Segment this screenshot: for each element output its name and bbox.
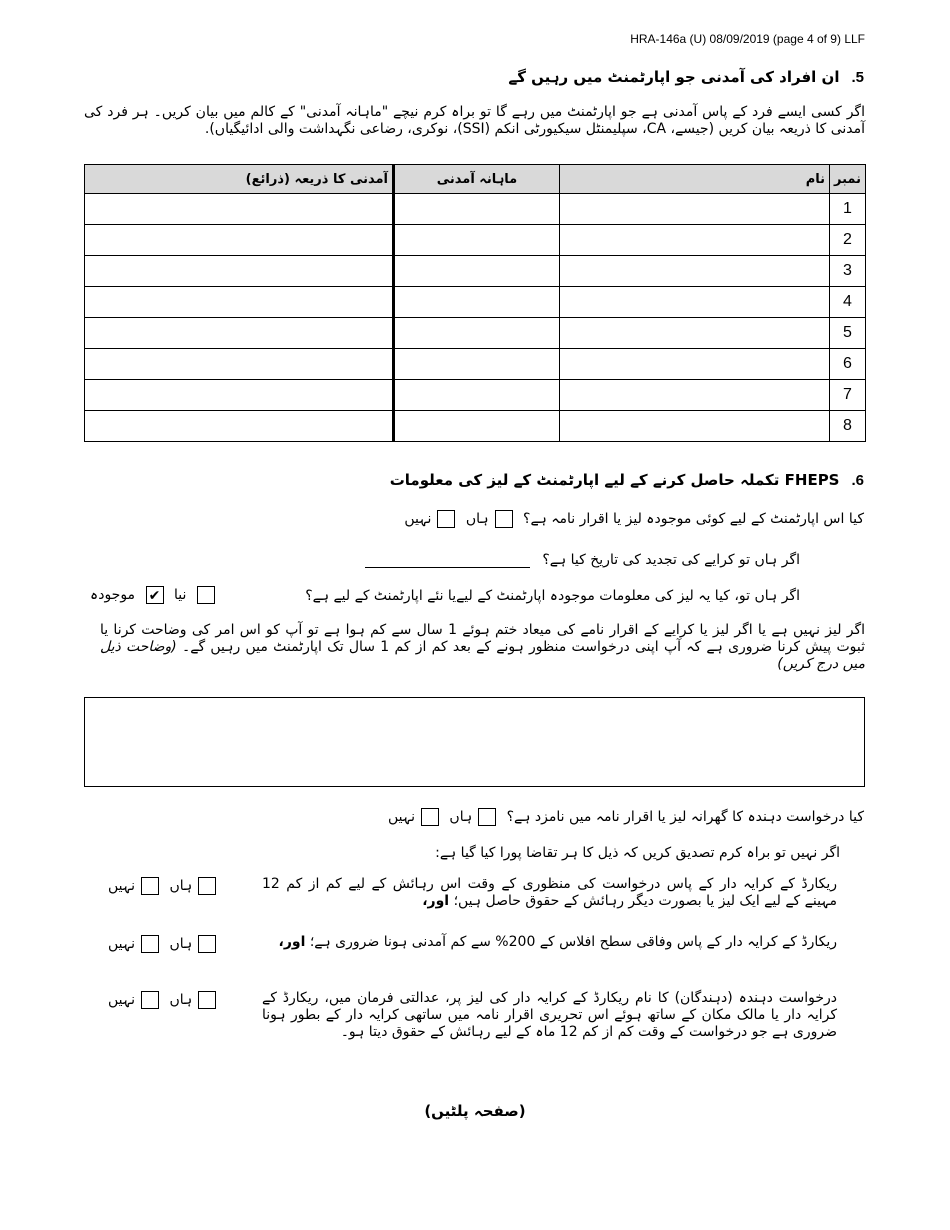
source-cell[interactable] xyxy=(85,287,394,318)
name-cell[interactable] xyxy=(560,225,830,256)
lease-no-label: نہیں xyxy=(404,511,432,527)
section-5-paragraph: اگر کسی ایسے فرد کے پاس آمدنی ہے جو اپارٹمنٹ میں رہے گا تو براہ کرم نیچے "ماہانہ آمدنی" کے کالم میں بیان کریں۔ ہر فرد کی آمدنی کا ذریعہ بیان کریں (جیسے، CA، سپلیمنٹل سیکیورٹی انکم (SSI)، نوکری، رضاعی نگہداشت والی ادائیگیاں). xyxy=(84,104,865,137)
turn-page-note: (صفحہ پلٹیں) xyxy=(424,1102,526,1120)
row-number: 3 xyxy=(830,256,866,287)
renewal-question: اگر ہاں تو کرایے کی تجدید کی تاریخ کیا ہے؟ xyxy=(542,552,800,568)
monthly-income-cell[interactable] xyxy=(394,194,560,225)
req2-yes-label: ہاں xyxy=(169,936,193,952)
named-question: کیا درخواست دہندہ کا گھرانہ لیز یا اقرار نامہ میں نامزد ہے؟ xyxy=(506,809,864,825)
requirement-2-and: اور، xyxy=(278,934,306,950)
form-id: HRA-146a (U) 08/09/2019 (page 4 of 9) LLF xyxy=(630,32,865,46)
lease-yes-checkbox[interactable] xyxy=(495,510,513,528)
col-monthly-income-header: ماہانہ آمدنی xyxy=(394,165,560,194)
table-row xyxy=(85,194,866,225)
requirement-1 xyxy=(262,876,837,910)
row-number: 8 xyxy=(830,411,866,442)
explanation-textbox[interactable] xyxy=(84,697,865,787)
monthly-income-cell[interactable] xyxy=(394,411,560,442)
row-number: 2 xyxy=(830,225,866,256)
monthly-income-cell[interactable] xyxy=(394,256,560,287)
lease-question: کیا اس اپارٹمنٹ کے لیے کوئی موجودہ لیز یا اقرار نامہ ہے؟ xyxy=(523,511,864,527)
explain-text: اگر لیز نہیں ہے یا اگر لیز یا کرایے کے اقرار نامے کی میعاد ختم ہوئے 1 سال سے کم ہوا ہے تو آپ کو اس امر کی وضاحت کرنا یا ثبوت پیش کرنا ضروری ہے کہ آپ اپنی درخواست منظور ہونے کے بعد کم از کم 1 سال تک اپارٹمنٹ میں رہیں گے۔ xyxy=(100,622,866,655)
req3-no-checkbox[interactable] xyxy=(141,991,159,1009)
table-row xyxy=(85,287,866,318)
name-cell[interactable] xyxy=(560,411,830,442)
lease-question-row xyxy=(404,510,864,528)
if-no-confirm: اگر نہیں تو براہ کرم تصدیق کریں کہ ذیل کا ہر تقاضا پورا کیا گیا ہے: xyxy=(435,845,840,861)
existing-label: موجودہ xyxy=(90,587,136,603)
row-number: 7 xyxy=(830,380,866,411)
existing-checkbox[interactable] xyxy=(197,586,215,604)
req3-yes-label: ہاں xyxy=(169,992,193,1008)
explain-hint: (وضاحت ذیل میں درج کریں) xyxy=(100,639,865,672)
name-cell[interactable] xyxy=(560,318,830,349)
row-number: 5 xyxy=(830,318,866,349)
name-cell[interactable] xyxy=(560,194,830,225)
section-6-title-text: FHEPS تکملہ حاصل کرنے کے لیے اپارٹمنٹ کے لیز کی معلومات xyxy=(389,471,840,489)
section-6-title xyxy=(390,471,864,489)
name-cell[interactable] xyxy=(560,349,830,380)
requirement-3: درخواست دہندہ (دہندگان) کا نام ریکارڈ کے کرایہ دار کی لیز پر، عدالتی فرمان میں، ریکارڈ کے کرایہ دار یا مالک مکان کے ساتھ ہوئے اس تحریری اقرار نامہ میں ساتھی کرایہ دار کے بطور ہونا ضروری ہے جو درخواست کے وقت کم از کم 12 ماہ کے لیے رہائش کے حقوق دیتا ہو۔ xyxy=(262,990,837,1040)
monthly-income-cell[interactable] xyxy=(394,318,560,349)
table-row xyxy=(85,256,866,287)
named-yes-checkbox[interactable] xyxy=(478,808,496,826)
new-checkbox[interactable] xyxy=(146,586,164,604)
source-cell[interactable] xyxy=(85,411,394,442)
existing-new-options xyxy=(84,586,221,604)
source-cell[interactable] xyxy=(85,318,394,349)
table-row xyxy=(85,411,866,442)
existing-new-question: اگر ہاں تو، کیا یہ لیز کی معلومات موجودہ اپارٹمنٹ کے لیےیا نئے اپارٹمنٹ کے لیے ہے؟ xyxy=(305,588,800,604)
source-cell[interactable] xyxy=(85,225,394,256)
explain-paragraph xyxy=(100,622,865,673)
col-name-header: نام xyxy=(560,165,830,194)
req1-no-label: نہیں xyxy=(108,878,135,894)
col-source-header: آمدنی کا ذریعہ (ذرائع) xyxy=(85,165,394,194)
req1-yes-checkbox[interactable] xyxy=(198,877,216,895)
source-cell[interactable] xyxy=(85,256,394,287)
renewal-date-field[interactable] xyxy=(365,553,530,568)
section-5-number: 5. xyxy=(851,69,864,86)
table-row xyxy=(85,225,866,256)
req2-no-checkbox[interactable] xyxy=(141,935,159,953)
section-5-title xyxy=(508,68,864,86)
name-cell[interactable] xyxy=(560,287,830,318)
row-number: 1 xyxy=(830,194,866,225)
row-number: 4 xyxy=(830,287,866,318)
named-question-row xyxy=(388,808,864,826)
source-cell[interactable] xyxy=(85,194,394,225)
named-no-checkbox[interactable] xyxy=(421,808,439,826)
section-5-title-text: ان افراد کی آمدنی جو اپارٹمنٹ میں رہیں گے xyxy=(508,68,840,86)
monthly-income-cell[interactable] xyxy=(394,287,560,318)
named-yes-label: ہاں xyxy=(449,809,473,825)
monthly-income-cell[interactable] xyxy=(394,380,560,411)
table-row xyxy=(85,349,866,380)
requirement-2 xyxy=(270,934,837,951)
source-cell[interactable] xyxy=(85,349,394,380)
lease-yes-label: ہاں xyxy=(465,511,489,527)
requirement-2-text: ریکارڈ کے کرایہ دار کے پاس وفاقی سطح افلاس کے 200% سے کم آمدنی ہونا ضروری ہے؛ xyxy=(309,934,837,950)
section-6-number: 6. xyxy=(851,472,864,489)
col-number-header: نمبر xyxy=(830,165,866,194)
table-row xyxy=(85,318,866,349)
req2-no-label: نہیں xyxy=(108,936,135,952)
requirement-1-and: اور، xyxy=(422,893,450,909)
income-table-header xyxy=(85,165,866,194)
req1-no-checkbox[interactable] xyxy=(141,877,159,895)
req1-yes-label: ہاں xyxy=(169,878,193,894)
monthly-income-cell[interactable] xyxy=(394,349,560,380)
req3-yes-checkbox[interactable] xyxy=(198,991,216,1009)
requirement-2-options xyxy=(108,935,222,953)
income-table xyxy=(84,164,866,442)
lease-no-checkbox[interactable] xyxy=(437,510,455,528)
monthly-income-cell[interactable] xyxy=(394,225,560,256)
requirement-3-options xyxy=(108,991,222,1009)
req2-yes-checkbox[interactable] xyxy=(198,935,216,953)
checkmark-icon: ✔ xyxy=(148,588,161,604)
row-number: 6 xyxy=(830,349,866,380)
name-cell[interactable] xyxy=(560,256,830,287)
table-row xyxy=(85,380,866,411)
requirement-1-options xyxy=(108,877,222,895)
req3-no-label: نہیں xyxy=(108,992,135,1008)
renewal-row xyxy=(365,552,800,568)
requirement-1-text: ریکارڈ کے کرایہ دار کے پاس درخواست کی منظوری کے وقت اس رہائش کے لیے کم از کم 12 مہینے کے لیے ایک لیز یا بصورت دیگر رہائش کے حقوق حاصل ہیں؛ xyxy=(262,876,837,909)
new-label: نیا xyxy=(173,587,187,603)
named-no-label: نہیں xyxy=(387,809,415,825)
source-cell[interactable] xyxy=(85,380,394,411)
name-cell[interactable] xyxy=(560,380,830,411)
